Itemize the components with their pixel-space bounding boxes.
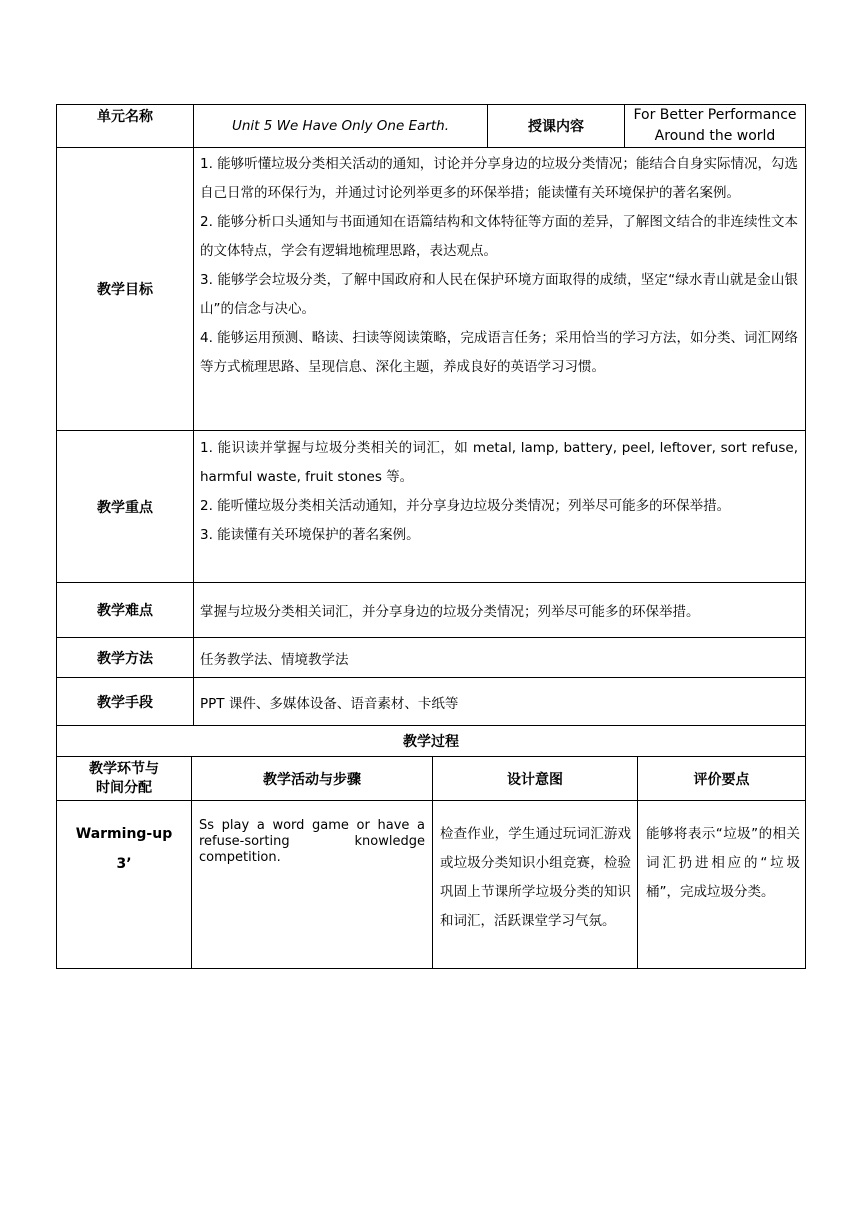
column-header-activity: 教学活动与步骤 <box>263 771 361 788</box>
key-point-item: 2. 能听懂垃圾分类相关活动通知，并分享身边垃圾分类情况；列举尽可能多的环保举措。 <box>200 498 731 514</box>
evaluation-text: 能够将表示“垃圾”的相关词汇扔进相应的“垃圾桶”，完成垃圾分类。 <box>646 826 800 900</box>
objective-item: 3. 能够学会垃圾分类，了解中国政府和人民在保护环境方面取得的成绩，坚定“绿水青山就是金山银山”的信念与决心。 <box>200 272 798 317</box>
process-title: 教学过程 <box>403 734 459 750</box>
content-value-line-2: Around the world <box>654 128 776 144</box>
border-right <box>805 104 806 969</box>
difficulties-value: 掌握与垃圾分类相关词汇，并分享身边的垃圾分类情况；列举尽可能多的环保举措。 <box>200 604 700 620</box>
stage-name: Warming-up <box>75 826 173 842</box>
intent-text: 检查作业，学生通过玩词汇游戏或垃圾分类知识小组竞赛，检验巩固上节课所学垃圾分类的知识和词汇，活跃课堂学习气氛。 <box>440 826 631 929</box>
means-value: PPT 课件、多媒体设备、语音素材、卡纸等 <box>200 695 459 712</box>
column-header-stage <box>57 757 191 800</box>
content-value-line-1: For Better Performance <box>633 107 797 123</box>
objectives-label: 教学目标 <box>97 282 153 298</box>
methods-label: 教学方法 <box>97 650 153 667</box>
unit-value: Unit 5 We Have Only One Earth. <box>231 118 450 134</box>
methods-value: 任务教学法、情境教学法 <box>200 651 349 668</box>
difficulties-label: 教学难点 <box>97 603 153 619</box>
column-header-intent: 设计意图 <box>507 771 563 788</box>
key-points-content <box>200 434 798 580</box>
column-header-stage-line-2: 时间分配 <box>96 779 152 796</box>
means-label: 教学手段 <box>97 694 153 711</box>
objectives-content <box>200 150 798 428</box>
content-value <box>625 105 805 147</box>
column-header-stage-line-1: 教学环节与 <box>89 760 159 777</box>
border-v-label <box>193 147 194 725</box>
key-point-item: 3. 能读懂有关环境保护的著名案例。 <box>200 527 420 543</box>
border-h8 <box>56 800 806 801</box>
border-bottom <box>56 968 806 969</box>
key-point-item: 1. 能识读并掌握与垃圾分类相关的词汇，如 metal, lamp, battery, peel, leftover, sort refuse, harmful waste, fruit stones 等。 <box>200 440 798 485</box>
objective-item: 1. 能够听懂垃圾分类相关活动的通知，讨论并分享身边的垃圾分类情况；能结合自身实际情况，勾选自己日常的环保行为，并通过讨论列举更多的环保举措；能读懂有关环境保护的著名案例。 <box>200 156 798 201</box>
unit-label: 单元名称 <box>97 109 153 125</box>
objective-item: 4. 能够运用预测、略读、扫读等阅读策略，完成语言任务；采用恰当的学习方法，如分类、词汇网络等方式梳理思路、呈现信息、深化主题，养成良好的英语学习习惯。 <box>200 330 798 375</box>
stage-time: 3’ <box>116 856 132 872</box>
column-header-evaluation: 评价要点 <box>693 771 750 788</box>
key-points-label: 教学重点 <box>97 499 153 516</box>
activity-text: Ss play a word game or have a refuse-sorting knowledge competition. <box>199 818 425 865</box>
objective-item: 2. 能够分析口头通知与书面通知在语篇结构和文体特征等方面的差异，了解图文结合的非连续性文本的文体特点，学会有逻辑地梳理思路，表达观点。 <box>200 214 798 259</box>
content-label: 授课内容 <box>528 119 584 135</box>
